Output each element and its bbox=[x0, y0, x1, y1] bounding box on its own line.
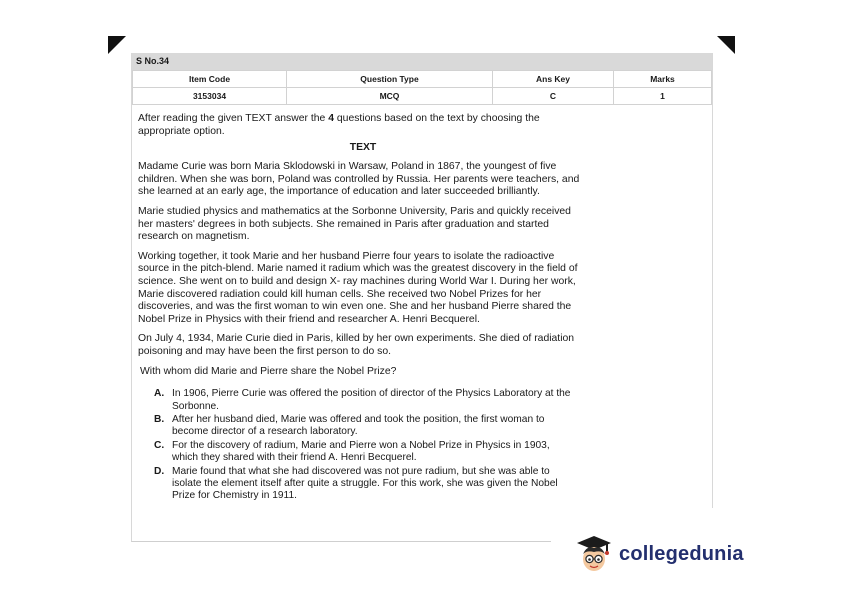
option-letter: B. bbox=[154, 413, 165, 425]
option-d[interactable] bbox=[154, 466, 574, 503]
meta-value-row bbox=[133, 88, 712, 105]
question-type-header: Question Type bbox=[287, 71, 493, 88]
paragraph-1: Madame Curie was born Maria Sklodowski in Warsaw, Poland in 1867, the youngest of five children. When she was born, Poland was controlled by Russia. Her parents were teachers, and she learned at an early age, the importance of education and later succeeded brilliantly. bbox=[138, 161, 580, 198]
option-letter: A. bbox=[154, 388, 165, 400]
ans-key-header: Ans Key bbox=[493, 71, 614, 88]
instruction-after: questions based on the text by choosing the appropriate option. bbox=[138, 113, 540, 137]
option-b[interactable] bbox=[154, 414, 574, 439]
corner-decoration-right bbox=[717, 36, 735, 54]
option-a[interactable] bbox=[154, 388, 574, 413]
question-type-value: MCQ bbox=[287, 88, 493, 105]
option-letter: D. bbox=[154, 465, 165, 477]
option-text: After her husband died, Marie was offered and took the position, the first woman to become director of a research laboratory. bbox=[172, 413, 545, 438]
paragraph-2: Marie studied physics and mathematics at the Sorbonne University, Paris and quickly received her masters' degrees in both subjects. She remained in Paris after graduation and started research on magnetism. bbox=[138, 205, 571, 243]
marks-header: Marks bbox=[614, 71, 712, 88]
item-meta-table bbox=[132, 70, 712, 105]
options-list bbox=[154, 388, 574, 503]
paragraph-3: Working together, it took Marie and her husband Pierre four years to isolate the radioactive source in the pitch-blend. Marie named it radium which was the greatest discovery in the field of science. She went on to build and design X- ray machines during World War I. During her work, Marie discovered radiation could kill human cells. She received two Nobel Prizes for her discoveries, and was the first woman to win even one. She and her husband Pierre shared the Nobel Prize in Physics with their friend and researcher A. Henri Becquerel. bbox=[138, 250, 578, 325]
option-text: In 1906, Pierre Curie was offered the position of director of the Physics Laboratory at the Sorbonne. bbox=[172, 388, 571, 412]
serial-number: S No.34 bbox=[132, 53, 712, 70]
question-text: With whom did Marie and Pierre share the Nobel Prize? bbox=[140, 365, 397, 377]
meta-header-row bbox=[133, 71, 712, 88]
instruction-text bbox=[138, 113, 588, 138]
question-card bbox=[131, 53, 713, 542]
instruction-before: After reading the given TEXT answer the bbox=[138, 113, 329, 124]
option-letter: C. bbox=[154, 439, 165, 451]
collegedunia-logo bbox=[575, 534, 744, 574]
question-content bbox=[132, 105, 596, 503]
text-heading: TEXT bbox=[349, 142, 377, 154]
option-text: For the discovery of radium, Marie and Pierre won a Nobel Prize in Physics in 1903, which they shared with their friend A. Henri Becquerel. bbox=[172, 439, 550, 464]
ans-key-value: C bbox=[493, 88, 614, 105]
brand-name: collegedunia bbox=[619, 542, 744, 565]
graduate-mascot-icon bbox=[575, 534, 613, 574]
item-code-header: Item Code bbox=[133, 71, 287, 88]
question-count: 4 bbox=[328, 113, 334, 124]
option-text: Marie found that what she had discovered was not pure radium, but she was able to isolate the element itself after quite a struggle. For this work, she was given the Nobel Prize for Chemistry in 1911. bbox=[172, 465, 558, 502]
paragraph-4: On July 4, 1934, Marie Curie died in Paris, killed by her own experiments. She died of radiation poisoning and may have been the first person to do so. bbox=[138, 333, 575, 357]
corner-decoration-left bbox=[108, 36, 126, 54]
marks-value: 1 bbox=[614, 88, 712, 105]
item-code-value: 3153034 bbox=[133, 88, 287, 105]
option-c[interactable] bbox=[154, 440, 574, 465]
